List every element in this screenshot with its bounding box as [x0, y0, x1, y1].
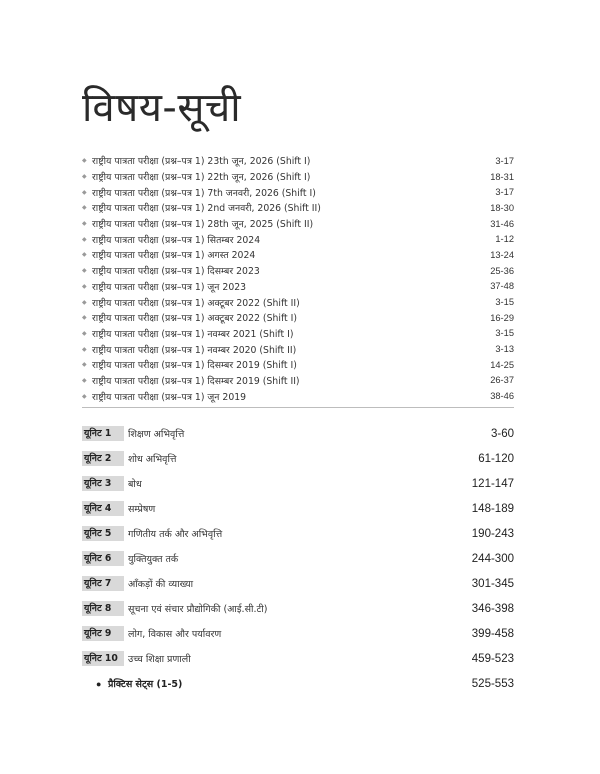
unit-badge: यूनिट 1 — [82, 426, 124, 441]
unit-row — [82, 546, 514, 571]
unit-row — [82, 621, 514, 646]
unit-badge: यूनिट 10 — [82, 651, 124, 666]
exam-label: राष्ट्रीय पात्रता परीक्षा (प्रश्न–पत्र 1) अक्टूबर 2022 (Shift I) — [92, 313, 298, 325]
exam-pages: 26-37 — [490, 375, 514, 386]
unit-pages: 346-398 — [471, 602, 514, 615]
unit-row — [82, 446, 514, 471]
exam-pages: 31-46 — [490, 218, 514, 229]
exam-pages: 3-15 — [495, 328, 514, 339]
unit-title: आँकड़ों की व्याख्या — [128, 579, 194, 590]
unit-pages: 121-147 — [471, 477, 514, 490]
unit-row — [82, 571, 514, 596]
exam-label: राष्ट्रीय पात्रता परीक्षा (प्रश्न–पत्र 1) जून 2023 — [92, 281, 247, 293]
diamond-bullet-icon: ◆ — [82, 157, 87, 165]
diamond-bullet-icon: ◆ — [82, 282, 87, 290]
unit-badge: यूनिट 3 — [82, 476, 124, 491]
exam-label: राष्ट्रीय पात्रता परीक्षा (प्रश्न–पत्र 1) 22th जून, 2026 (Shift I) — [92, 172, 311, 184]
exam-pages: 16-29 — [490, 312, 514, 323]
unit-row — [82, 646, 514, 671]
exam-pages: 18-30 — [490, 202, 514, 213]
list-item — [82, 231, 514, 247]
unit-row — [82, 471, 514, 496]
unit-badge: यूनिट 6 — [82, 551, 124, 566]
exam-pages: 13-24 — [490, 249, 514, 260]
exam-label: राष्ट्रीय पात्रता परीक्षा (प्रश्न–पत्र 1) 28th जून, 2025 (Shift II) — [92, 219, 314, 231]
section-divider — [82, 407, 514, 408]
unit-badge: यूनिट 9 — [82, 626, 124, 641]
exam-pages: 38-46 — [490, 391, 514, 402]
exam-label: राष्ट्रीय पात्रता परीक्षा (प्रश्न–पत्र 1) अगस्त 2024 — [92, 250, 256, 262]
unit-row — [82, 496, 514, 521]
diamond-bullet-icon: ◆ — [82, 235, 87, 243]
list-item — [82, 294, 514, 310]
exam-label: राष्ट्रीय पात्रता परीक्षा (प्रश्न–पत्र 1) दिसम्बर 2023 — [92, 266, 260, 278]
exam-label: राष्ट्रीय पात्रता परीक्षा (प्रश्न–पत्र 1) नवम्बर 2021 (Shift I) — [92, 328, 294, 340]
page-title: विषय-सूची — [82, 85, 242, 131]
unit-badge: यूनिट 2 — [82, 451, 124, 466]
list-item — [82, 184, 514, 200]
list-item — [82, 326, 514, 342]
exam-pages: 3-17 — [495, 155, 514, 166]
diamond-bullet-icon: ◆ — [82, 361, 87, 369]
list-item — [82, 247, 514, 263]
exam-label: राष्ट्रीय पात्रता परीक्षा (प्रश्न–पत्र 1) 23th जून, 2026 (Shift I) — [92, 156, 311, 168]
unit-title: लोग, विकास और पर्यावरण — [128, 629, 222, 640]
exam-label: राष्ट्रीय पात्रता परीक्षा (प्रश्न–पत्र 1) दिसम्बर 2019 (Shift I) — [92, 360, 297, 372]
exam-pages: 18-31 — [490, 171, 514, 182]
diamond-bullet-icon: ◆ — [82, 267, 87, 275]
unit-badge: यूनिट 4 — [82, 501, 124, 516]
diamond-bullet-icon: ◆ — [82, 251, 87, 259]
list-item — [82, 153, 514, 169]
diamond-bullet-icon: ◆ — [82, 345, 87, 353]
unit-title: बोध — [128, 479, 142, 490]
exam-label: राष्ट्रीय पात्रता परीक्षा (प्रश्न–पत्र 1) सितम्बर 2024 — [92, 234, 261, 246]
exam-pages: 3-15 — [495, 297, 514, 308]
practice-sets-label: प्रैक्टिस सेट्स (1-5) — [108, 679, 183, 690]
exam-pages: 1-12 — [495, 234, 514, 245]
unit-badge: यूनिट 7 — [82, 576, 124, 591]
diamond-bullet-icon: ◆ — [82, 173, 87, 181]
unit-row — [82, 596, 514, 621]
practice-sets-row — [82, 671, 514, 696]
list-item — [82, 310, 514, 326]
list-item — [82, 341, 514, 357]
list-item — [82, 200, 514, 216]
unit-badge: यूनिट 5 — [82, 526, 124, 541]
diamond-bullet-icon: ◆ — [82, 376, 87, 384]
unit-row — [82, 421, 514, 446]
unit-title: शोध अभिवृत्ति — [128, 454, 177, 465]
exam-pages: 14-25 — [490, 359, 514, 370]
list-item — [82, 373, 514, 389]
diamond-bullet-icon: ◆ — [82, 314, 87, 322]
unit-title: शिक्षण अभिवृत्ति — [128, 429, 185, 440]
exam-label: राष्ट्रीय पात्रता परीक्षा (प्रश्न–पत्र 1) 7th जनवरी, 2026 (Shift I) — [92, 187, 316, 199]
exam-label: राष्ट्रीय पात्रता परीक्षा (प्रश्न–पत्र 1) नवम्बर 2020 (Shift II) — [92, 344, 297, 356]
unit-title: गणितीय तर्क और अभिवृत्ति — [128, 529, 223, 540]
practice-sets-pages: 525-553 — [471, 677, 514, 690]
exam-label: राष्ट्रीय पात्रता परीक्षा (प्रश्न–पत्र 1) दिसम्बर 2019 (Shift II) — [92, 375, 300, 387]
unit-pages: 459-523 — [471, 652, 514, 665]
exam-pages: 3-17 — [495, 187, 514, 198]
exam-pages: 3-13 — [495, 344, 514, 355]
unit-title: उच्च शिक्षा प्रणाली — [128, 654, 191, 665]
unit-title: सम्प्रेषण — [128, 504, 156, 515]
exam-list — [82, 153, 514, 404]
list-item — [82, 263, 514, 279]
exam-pages: 37-48 — [490, 281, 514, 292]
bullet-icon: ● — [96, 678, 102, 689]
unit-pages: 301-345 — [471, 577, 514, 590]
unit-pages: 148-189 — [471, 502, 514, 515]
diamond-bullet-icon: ◆ — [82, 220, 87, 228]
unit-pages: 190-243 — [471, 527, 514, 540]
list-item — [82, 279, 514, 295]
diamond-bullet-icon: ◆ — [82, 392, 87, 400]
diamond-bullet-icon: ◆ — [82, 329, 87, 337]
diamond-bullet-icon: ◆ — [82, 204, 87, 212]
list-item — [82, 216, 514, 232]
unit-list — [82, 421, 514, 696]
exam-pages: 25-36 — [490, 265, 514, 276]
unit-title: युक्तियुक्त तर्क — [128, 554, 179, 565]
exam-label: राष्ट्रीय पात्रता परीक्षा (प्रश्न–पत्र 1) 2nd जनवरी, 2026 (Shift II) — [92, 203, 321, 215]
list-item — [82, 169, 514, 185]
unit-pages: 244-300 — [471, 552, 514, 565]
unit-title: सूचना एवं संचार प्रौद्योगिकी (आई.सी.टी) — [128, 604, 268, 615]
list-item — [82, 357, 514, 373]
diamond-bullet-icon: ◆ — [82, 298, 87, 306]
exam-label: राष्ट्रीय पात्रता परीक्षा (प्रश्न–पत्र 1) जून 2019 — [92, 391, 247, 403]
unit-pages: 61-120 — [478, 452, 514, 465]
unit-pages: 399-458 — [471, 627, 514, 640]
unit-pages: 3-60 — [490, 427, 514, 440]
exam-label: राष्ट्रीय पात्रता परीक्षा (प्रश्न–पत्र 1) अक्टूबर 2022 (Shift II) — [92, 297, 300, 309]
diamond-bullet-icon: ◆ — [82, 188, 87, 196]
list-item — [82, 388, 514, 404]
unit-row — [82, 521, 514, 546]
unit-badge: यूनिट 8 — [82, 601, 124, 616]
